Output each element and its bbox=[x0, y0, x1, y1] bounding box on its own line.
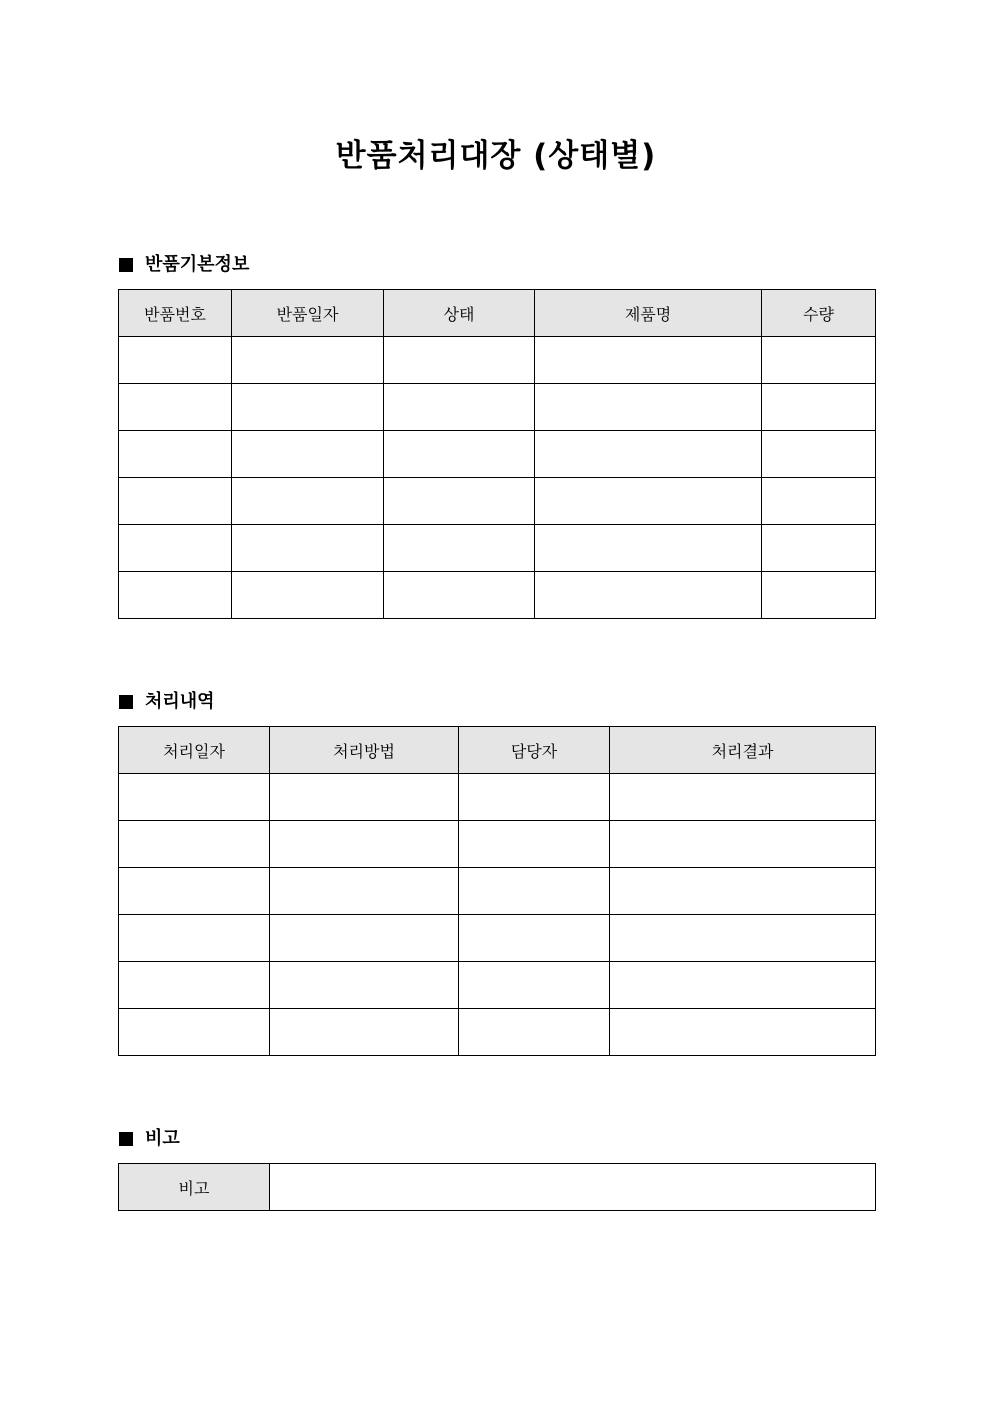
table-cell[interactable] bbox=[384, 572, 535, 619]
table-row bbox=[119, 337, 876, 384]
section-heading-process-history bbox=[119, 690, 215, 714]
table-cell[interactable] bbox=[762, 572, 876, 619]
table-cell[interactable] bbox=[119, 337, 232, 384]
table-row bbox=[119, 384, 876, 431]
table-cell[interactable] bbox=[384, 337, 535, 384]
table-cell[interactable] bbox=[459, 868, 610, 915]
table-row bbox=[119, 962, 876, 1009]
table-cell[interactable] bbox=[762, 337, 876, 384]
table-cell[interactable] bbox=[535, 478, 762, 525]
remarks-table bbox=[118, 1163, 876, 1211]
table-cell[interactable] bbox=[610, 962, 876, 1009]
table-cell[interactable] bbox=[270, 915, 459, 962]
table-cell[interactable] bbox=[384, 431, 535, 478]
section-heading-label: 비고 bbox=[145, 1128, 180, 1149]
table-row bbox=[119, 478, 876, 525]
table-cell[interactable] bbox=[270, 1009, 459, 1056]
document-title: 반품처리대장 (상태별) bbox=[335, 138, 657, 174]
table-cell[interactable] bbox=[610, 868, 876, 915]
table-row bbox=[119, 915, 876, 962]
table-cell[interactable] bbox=[232, 384, 384, 431]
table-cell[interactable] bbox=[232, 478, 384, 525]
table-cell[interactable] bbox=[610, 1009, 876, 1056]
table-cell[interactable] bbox=[232, 525, 384, 572]
remarks-label: 비고 bbox=[119, 1164, 270, 1211]
table-row bbox=[119, 431, 876, 478]
section-heading-basic-info bbox=[119, 253, 249, 277]
table-row bbox=[119, 1164, 876, 1211]
table-cell[interactable] bbox=[119, 525, 232, 572]
table-cell[interactable] bbox=[119, 868, 270, 915]
column-header: 반품번호 bbox=[119, 290, 232, 337]
table-cell[interactable] bbox=[535, 431, 762, 478]
table-row bbox=[119, 572, 876, 619]
section-heading-label: 처리내역 bbox=[145, 691, 215, 712]
table-cell[interactable] bbox=[610, 915, 876, 962]
column-header: 수량 bbox=[762, 290, 876, 337]
section-heading-remarks bbox=[119, 1127, 180, 1151]
table-cell[interactable] bbox=[762, 384, 876, 431]
table-cell[interactable] bbox=[762, 431, 876, 478]
table-cell[interactable] bbox=[119, 774, 270, 821]
table-cell[interactable] bbox=[232, 572, 384, 619]
square-bullet-icon bbox=[119, 1132, 133, 1146]
table-header-row bbox=[119, 290, 876, 337]
square-bullet-icon bbox=[119, 695, 133, 709]
basic-info-table bbox=[118, 289, 876, 619]
table-cell[interactable] bbox=[459, 962, 610, 1009]
table-cell[interactable] bbox=[119, 962, 270, 1009]
table-cell[interactable] bbox=[459, 915, 610, 962]
table-cell[interactable] bbox=[610, 774, 876, 821]
process-history-table bbox=[118, 726, 876, 1056]
table-cell[interactable] bbox=[535, 572, 762, 619]
table-cell[interactable] bbox=[535, 337, 762, 384]
table-header-row bbox=[119, 727, 876, 774]
table-cell[interactable] bbox=[119, 384, 232, 431]
table-cell[interactable] bbox=[459, 821, 610, 868]
section-heading-label: 반품기본정보 bbox=[145, 254, 250, 275]
table-row bbox=[119, 1009, 876, 1056]
column-header: 처리일자 bbox=[119, 727, 270, 774]
column-header: 처리결과 bbox=[610, 727, 876, 774]
table-cell[interactable] bbox=[459, 1009, 610, 1056]
square-bullet-icon bbox=[119, 258, 133, 272]
remarks-value-cell[interactable] bbox=[270, 1164, 876, 1211]
table-cell[interactable] bbox=[119, 915, 270, 962]
column-header: 제품명 bbox=[535, 290, 762, 337]
table-row bbox=[119, 525, 876, 572]
table-cell[interactable] bbox=[762, 478, 876, 525]
table-cell[interactable] bbox=[270, 821, 459, 868]
table-cell[interactable] bbox=[459, 774, 610, 821]
table-cell[interactable] bbox=[270, 868, 459, 915]
table-row bbox=[119, 868, 876, 915]
table-cell[interactable] bbox=[119, 478, 232, 525]
table-cell[interactable] bbox=[119, 572, 232, 619]
table-cell[interactable] bbox=[762, 525, 876, 572]
table-cell[interactable] bbox=[270, 962, 459, 1009]
table-cell[interactable] bbox=[119, 1009, 270, 1056]
table-cell[interactable] bbox=[232, 337, 384, 384]
table-cell[interactable] bbox=[119, 431, 232, 478]
column-header: 처리방법 bbox=[270, 727, 459, 774]
column-header: 상태 bbox=[384, 290, 535, 337]
table-row bbox=[119, 821, 876, 868]
table-cell[interactable] bbox=[384, 525, 535, 572]
table-cell[interactable] bbox=[535, 525, 762, 572]
table-cell[interactable] bbox=[384, 384, 535, 431]
table-cell[interactable] bbox=[384, 478, 535, 525]
table-row bbox=[119, 774, 876, 821]
column-header: 반품일자 bbox=[232, 290, 384, 337]
table-cell[interactable] bbox=[535, 384, 762, 431]
table-cell[interactable] bbox=[119, 821, 270, 868]
table-cell[interactable] bbox=[270, 774, 459, 821]
table-cell[interactable] bbox=[232, 431, 384, 478]
column-header: 담당자 bbox=[459, 727, 610, 774]
table-cell[interactable] bbox=[610, 821, 876, 868]
